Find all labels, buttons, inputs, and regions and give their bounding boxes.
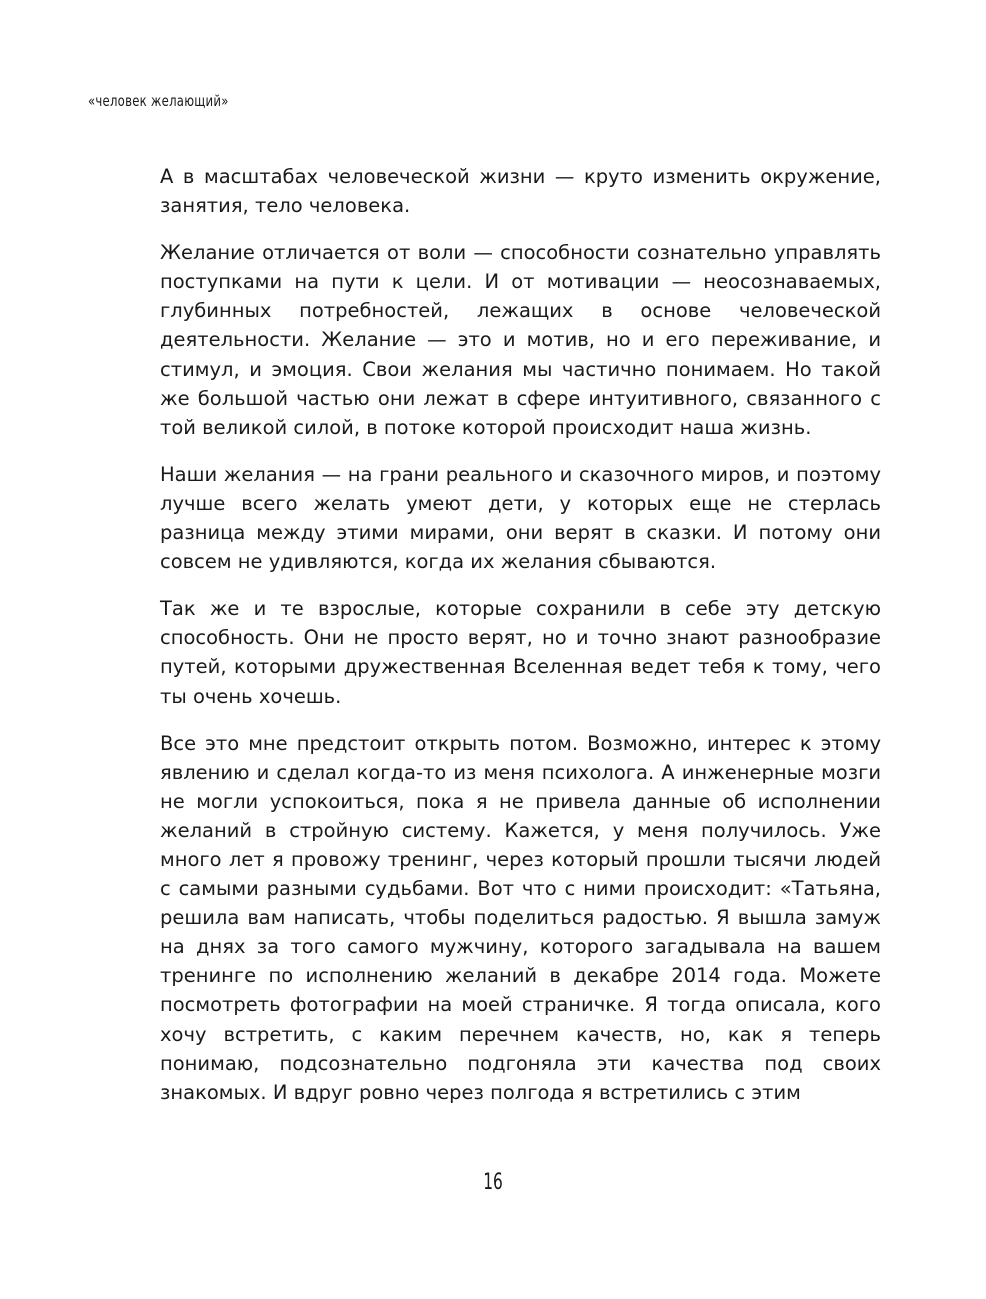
- running-header: «человек желающий»: [88, 92, 229, 110]
- paragraph: Наши желания — на грани реального и сказочного миров, и поэтому лучше всего желать умеют дети, у которых еще не стерлась разница между этими мирами, они верят в сказки. И потому они совсем не удивляются, когда их желания сбываются.: [160, 462, 881, 574]
- paragraph: А в масштабах человеческой жизни — круто изменить окружение, занятия, тело человека.: [160, 165, 881, 218]
- body-text: [160, 162, 881, 1107]
- paragraph: Все это мне предстоит открыть потом. Возможно, интерес к этому явлению и сделал когда-то из меня психолога. А инженерные мозги не могли успокоиться, пока я не привела данные об исполнении желаний в стройную систему. Кажется, у меня получилось. Уже много лет я провожу тренинг, через который прошли тысячи людей с самыми разными судьбами. Вот что с ними происходит: «Татьяна, решила вам написать, чтобы поделиться радостью. Я вышла замуж на днях за того самого мужчину, которого загадывала на вашем тренинге по исполнению желаний в декабре 2014 года. Можете посмотреть фотографии на моей страничке. Я тогда описала, кого хочу встретить, с каким перечнем качеств, но, как я теперь понимаю, подсознательно подгоняла эти качества под своих знакомых. И вдруг ровно через полгода я встретились с этим: [160, 731, 881, 1104]
- page-number: 16: [483, 1170, 503, 1195]
- paragraph: Так же и те взрослые, которые сохранили в себе эту детскую способность. Они не просто верят, но и точно знают разнообразие путей, которыми дружественная Вселенная ведет тебя к тому, чего ты очень хочешь.: [160, 597, 881, 708]
- paragraph: Желание отличается от воли — способности сознательно управлять поступками на пути к цели. И от мотивации — неосознаваемых, глубинных потребностей, лежащих в основе человеческой деятельности. Желание — это и мотив, но и его переживание, и стимул, и эмоция. Свои желания мы частично понимаем. Но такой же большой частью они лежат в сфере интуитивного, связанного с той великой силой, в потоке которой происходит наша жизнь.: [160, 241, 881, 439]
- page-number-container: [0, 1170, 986, 1195]
